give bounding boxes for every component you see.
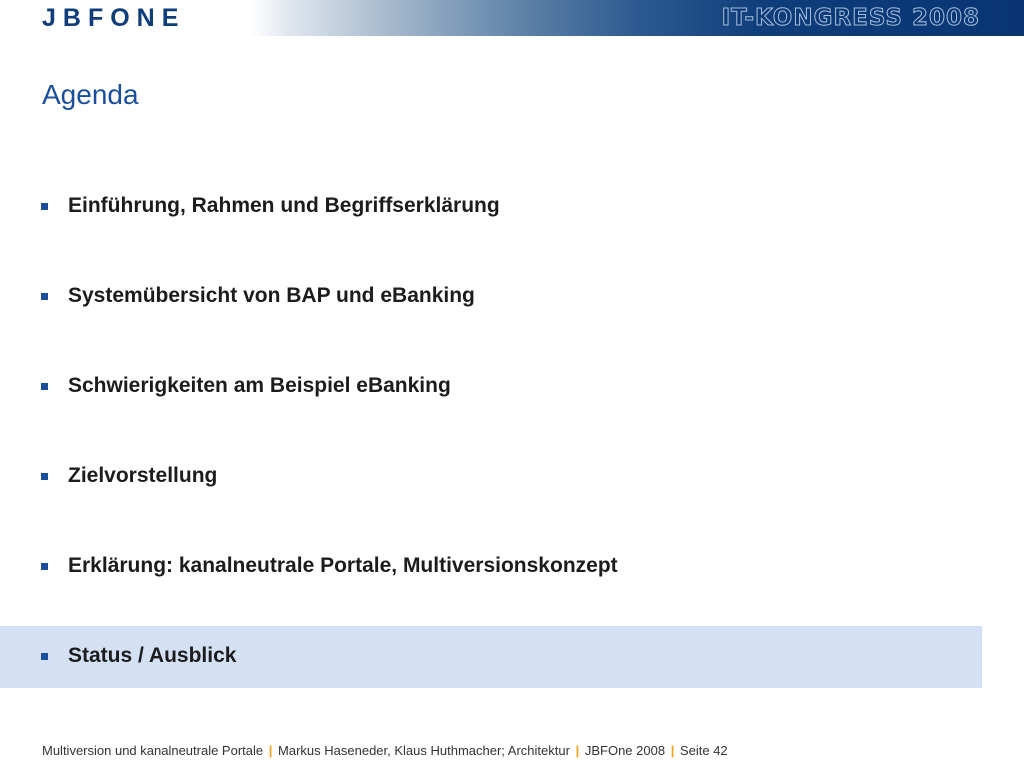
bullet-icon <box>41 293 48 300</box>
agenda-item-label: Status / Ausblick <box>68 644 237 667</box>
agenda-item-current <box>0 626 982 688</box>
agenda-item <box>0 536 982 598</box>
agenda-item <box>0 266 982 328</box>
bullet-icon <box>41 203 48 210</box>
bullet-icon <box>41 473 48 480</box>
bullet-icon <box>41 563 48 570</box>
page-title: Agenda <box>42 79 139 110</box>
footer-page: Seite 42 <box>679 743 728 758</box>
agenda-item <box>0 446 982 508</box>
bullet-icon <box>41 653 48 660</box>
footer <box>42 742 728 760</box>
agenda-item-label: Systemübersicht von BAP und eBanking <box>68 284 475 307</box>
agenda-item-label: Schwierigkeiten am Beispiel eBanking <box>68 374 451 397</box>
footer-event: JBFOne 2008 <box>584 743 666 758</box>
footer-separator: | <box>575 743 580 758</box>
agenda-item-label: Erklärung: kanalneutrale Portale, Multiversionskonzept <box>68 554 618 577</box>
agenda-item <box>0 356 982 418</box>
agenda-item <box>0 176 982 238</box>
bullet-icon <box>41 383 48 390</box>
footer-authors: Markus Haseneder, Klaus Huthmacher; Architektur <box>278 743 570 758</box>
agenda-item-label: Zielvorstellung <box>68 464 218 487</box>
jbfone-logo: JBFONE <box>42 4 186 32</box>
footer-separator: | <box>670 743 675 758</box>
agenda-item-label: Einführung, Rahmen und Begriffserklärung <box>68 194 500 217</box>
footer-separator: | <box>268 743 273 758</box>
footer-topic: Multiversion und kanalneutrale Portale <box>42 743 264 758</box>
event-title: IT-KONGRESS 2008 <box>721 5 980 31</box>
